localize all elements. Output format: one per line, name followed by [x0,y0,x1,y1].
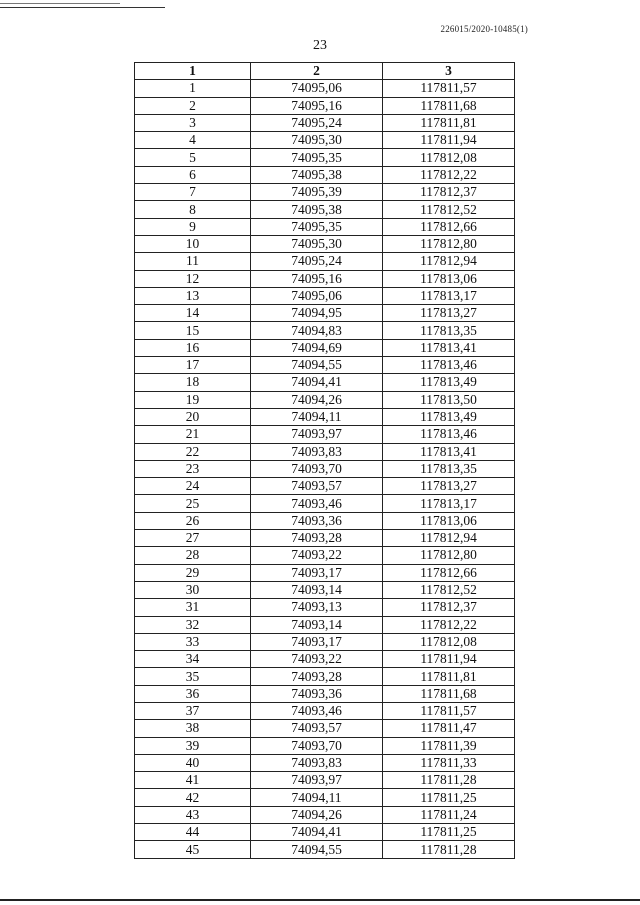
x-coordinate-cell: 74095,16 [251,270,383,287]
y-coordinate-cell: 117811,94 [383,651,515,668]
coordinates-table-body [135,80,515,858]
table-row [135,478,515,495]
x-coordinate-cell: 74095,38 [251,201,383,218]
x-coordinate-cell: 74094,83 [251,322,383,339]
point-number-cell: 28 [135,547,251,564]
point-number-cell: 5 [135,149,251,166]
table-row [135,789,515,806]
table-row [135,581,515,598]
point-number-cell: 23 [135,460,251,477]
y-coordinate-cell: 117812,66 [383,564,515,581]
y-coordinate-cell: 117812,37 [383,599,515,616]
y-coordinate-cell: 117811,28 [383,772,515,789]
table-row [135,253,515,270]
table-row [135,616,515,633]
x-coordinate-cell: 74093,36 [251,685,383,702]
point-number-cell: 27 [135,530,251,547]
x-coordinate-cell: 74093,57 [251,720,383,737]
point-number-cell: 3 [135,114,251,131]
point-number-cell: 30 [135,581,251,598]
point-number-cell: 6 [135,166,251,183]
table-row [135,305,515,322]
x-coordinate-cell: 74093,28 [251,668,383,685]
x-coordinate-cell: 74093,46 [251,702,383,719]
y-coordinate-cell: 117811,68 [383,685,515,702]
header-row [135,63,515,80]
x-coordinate-cell: 74094,26 [251,391,383,408]
x-coordinate-cell: 74093,17 [251,564,383,581]
x-coordinate-cell: 74094,55 [251,357,383,374]
x-coordinate-cell: 74095,35 [251,149,383,166]
y-coordinate-cell: 117812,66 [383,218,515,235]
x-coordinate-cell: 74093,57 [251,478,383,495]
y-coordinate-cell: 117811,24 [383,806,515,823]
table-row [135,495,515,512]
point-number-cell: 29 [135,564,251,581]
x-coordinate-cell: 74093,70 [251,460,383,477]
y-coordinate-cell: 117813,50 [383,391,515,408]
y-coordinate-cell: 117811,33 [383,754,515,771]
point-number-cell: 44 [135,824,251,841]
y-coordinate-cell: 117811,57 [383,80,515,97]
x-coordinate-cell: 74093,22 [251,651,383,668]
point-number-cell: 18 [135,374,251,391]
y-coordinate-cell: 117812,52 [383,201,515,218]
y-coordinate-cell: 117811,39 [383,737,515,754]
y-coordinate-cell: 117813,27 [383,305,515,322]
point-number-cell: 10 [135,235,251,252]
top-scan-line-short [0,3,120,4]
y-coordinate-cell: 117813,06 [383,270,515,287]
y-coordinate-cell: 117813,17 [383,495,515,512]
y-coordinate-cell: 117812,94 [383,253,515,270]
column-header-1: 1 [135,63,251,80]
page-number: 23 [313,38,327,53]
x-coordinate-cell: 74093,17 [251,633,383,650]
table-row [135,547,515,564]
point-number-cell: 32 [135,616,251,633]
y-coordinate-cell: 117812,94 [383,530,515,547]
table-row [135,772,515,789]
table-row [135,184,515,201]
y-coordinate-cell: 117811,68 [383,97,515,114]
table-row [135,149,515,166]
point-number-cell: 19 [135,391,251,408]
point-number-cell: 4 [135,132,251,149]
x-coordinate-cell: 74095,38 [251,166,383,183]
table-row [135,391,515,408]
x-coordinate-cell: 74095,35 [251,218,383,235]
x-coordinate-cell: 74095,30 [251,132,383,149]
y-coordinate-cell: 117811,25 [383,789,515,806]
y-coordinate-cell: 117813,46 [383,357,515,374]
point-number-cell: 8 [135,201,251,218]
column-header-3: 3 [383,63,515,80]
y-coordinate-cell: 117813,35 [383,460,515,477]
x-coordinate-cell: 74095,16 [251,97,383,114]
point-number-cell: 43 [135,806,251,823]
y-coordinate-cell: 117813,17 [383,287,515,304]
point-number-cell: 38 [135,720,251,737]
y-coordinate-cell: 117812,22 [383,166,515,183]
x-coordinate-cell: 74095,24 [251,114,383,131]
x-coordinate-cell: 74093,36 [251,512,383,529]
x-coordinate-cell: 74093,83 [251,754,383,771]
point-number-cell: 34 [135,651,251,668]
point-number-cell: 40 [135,754,251,771]
x-coordinate-cell: 74093,28 [251,530,383,547]
table-row [135,218,515,235]
table-row [135,270,515,287]
x-coordinate-cell: 74094,11 [251,408,383,425]
point-number-cell: 41 [135,772,251,789]
table-row [135,702,515,719]
y-coordinate-cell: 117811,47 [383,720,515,737]
point-number-cell: 21 [135,426,251,443]
table-row [135,512,515,529]
point-number-cell: 2 [135,97,251,114]
y-coordinate-cell: 117813,46 [383,426,515,443]
table-row [135,668,515,685]
point-number-cell: 37 [135,702,251,719]
y-coordinate-cell: 117813,49 [383,408,515,425]
x-coordinate-cell: 74093,22 [251,547,383,564]
table-row [135,426,515,443]
table-row [135,80,515,97]
table-row [135,374,515,391]
coordinates-table [134,62,515,859]
y-coordinate-cell: 117813,41 [383,339,515,356]
y-coordinate-cell: 117812,22 [383,616,515,633]
x-coordinate-cell: 74094,26 [251,806,383,823]
table-row [135,460,515,477]
point-number-cell: 14 [135,305,251,322]
x-coordinate-cell: 74093,70 [251,737,383,754]
point-number-cell: 1 [135,80,251,97]
y-coordinate-cell: 117812,08 [383,149,515,166]
x-coordinate-cell: 74094,41 [251,374,383,391]
y-coordinate-cell: 117811,81 [383,114,515,131]
table-row [135,132,515,149]
y-coordinate-cell: 117813,35 [383,322,515,339]
document-number: 226015/2020-10485(1) [440,24,528,34]
table-row [135,339,515,356]
point-number-cell: 36 [135,685,251,702]
x-coordinate-cell: 74093,97 [251,426,383,443]
x-coordinate-cell: 74093,13 [251,599,383,616]
x-coordinate-cell: 74094,11 [251,789,383,806]
x-coordinate-cell: 74094,69 [251,339,383,356]
table-row [135,651,515,668]
x-coordinate-cell: 74093,14 [251,616,383,633]
y-coordinate-cell: 117813,27 [383,478,515,495]
y-coordinate-cell: 117812,08 [383,633,515,650]
x-coordinate-cell: 74094,55 [251,841,383,858]
table-row [135,737,515,754]
table-row [135,564,515,581]
y-coordinate-cell: 117812,52 [383,581,515,598]
point-number-cell: 22 [135,443,251,460]
x-coordinate-cell: 74095,24 [251,253,383,270]
table-row [135,235,515,252]
y-coordinate-cell: 117813,41 [383,443,515,460]
x-coordinate-cell: 74095,06 [251,287,383,304]
x-coordinate-cell: 74093,83 [251,443,383,460]
table-row [135,754,515,771]
y-coordinate-cell: 117812,80 [383,235,515,252]
y-coordinate-cell: 117812,37 [383,184,515,201]
point-number-cell: 42 [135,789,251,806]
column-header-2: 2 [251,63,383,80]
table-row [135,166,515,183]
table-row [135,685,515,702]
y-coordinate-cell: 117811,81 [383,668,515,685]
point-number-cell: 12 [135,270,251,287]
table-row [135,114,515,131]
point-number-cell: 24 [135,478,251,495]
x-coordinate-cell: 74094,41 [251,824,383,841]
coordinates-table-header [135,63,515,80]
table-row [135,824,515,841]
point-number-cell: 11 [135,253,251,270]
bottom-scan-line [0,899,640,901]
table-row [135,530,515,547]
y-coordinate-cell: 117813,06 [383,512,515,529]
x-coordinate-cell: 74095,39 [251,184,383,201]
point-number-cell: 17 [135,357,251,374]
x-coordinate-cell: 74093,46 [251,495,383,512]
y-coordinate-cell: 117813,49 [383,374,515,391]
table-row [135,841,515,858]
table-row [135,720,515,737]
table-row [135,201,515,218]
table-row [135,443,515,460]
top-scan-line [0,7,165,8]
point-number-cell: 15 [135,322,251,339]
point-number-cell: 7 [135,184,251,201]
point-number-cell: 33 [135,633,251,650]
table-row [135,599,515,616]
x-coordinate-cell: 74095,06 [251,80,383,97]
table-row [135,633,515,650]
point-number-cell: 39 [135,737,251,754]
y-coordinate-cell: 117811,57 [383,702,515,719]
y-coordinate-cell: 117811,28 [383,841,515,858]
y-coordinate-cell: 117812,80 [383,547,515,564]
table-row [135,287,515,304]
x-coordinate-cell: 74093,97 [251,772,383,789]
table-row [135,357,515,374]
point-number-cell: 35 [135,668,251,685]
point-number-cell: 31 [135,599,251,616]
x-coordinate-cell: 74093,14 [251,581,383,598]
point-number-cell: 25 [135,495,251,512]
point-number-cell: 20 [135,408,251,425]
y-coordinate-cell: 117811,94 [383,132,515,149]
point-number-cell: 45 [135,841,251,858]
point-number-cell: 26 [135,512,251,529]
y-coordinate-cell: 117811,25 [383,824,515,841]
x-coordinate-cell: 74095,30 [251,235,383,252]
table-row [135,97,515,114]
point-number-cell: 9 [135,218,251,235]
table-row [135,322,515,339]
table-row [135,408,515,425]
point-number-cell: 16 [135,339,251,356]
x-coordinate-cell: 74094,95 [251,305,383,322]
point-number-cell: 13 [135,287,251,304]
table-row [135,806,515,823]
